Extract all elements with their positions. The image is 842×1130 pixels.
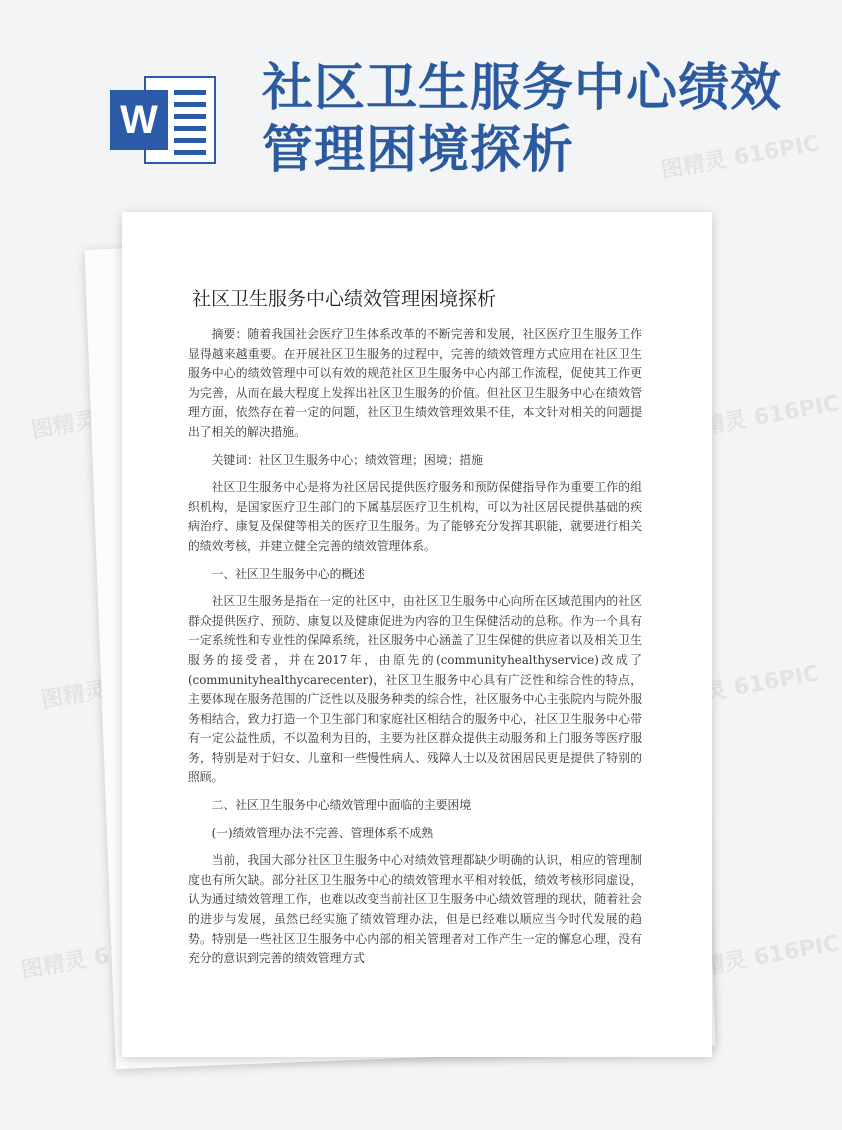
- word-logo-letter: W: [110, 90, 168, 150]
- keywords-paragraph: 关键词：社区卫生服务中心；绩效管理；困境；措施: [211, 452, 483, 467]
- watermark: 图精灵 616PIC: [659, 661, 822, 714]
- current-status-paragraph: 当前，我国大部分社区卫生服务中心对绩效管理都缺少明确的认识，相应的管理制度也有所欠缺。部分社区卫生服务中心的绩效管理水平相对较低，绩效考核形同虚设，认为通过绩效管理工作，也难以改变当前社区卫生服务中心绩效管理的现状，随着社会的进步与发展，虽然已经实施了绩效管理办法，但是已经难以顺应当今时代发展的趋势。特别是一些社区卫生服务中心内部的相关管理者对工作产生一定的懈怠心理，没有充分的意识到完善的绩效管理方式: [188, 853, 642, 966]
- abstract-paragraph: 摘要：随着我国社会医疗卫生体系改革的不断完善和发展，社区医疗卫生服务工作显得越来越重要。在开展社区卫生服务的过程中，完善的绩效管理方式应用在社区卫生服务中心的绩效管理中可以有效的规范社区卫生服务中心内部工作流程，促使其工作更为完善，从而在最大程度上发挥出社区卫生服务的价值。但社区卫生服务中心在绩效管理方面，依然存在着一定的问题，社区卫生绩效管理效果不佳，本文针对相关的问题提出了相关的解决措施。: [188, 327, 642, 439]
- watermark: 图精灵 616PIC: [679, 931, 842, 984]
- word-document-icon: [110, 72, 218, 168]
- overview-paragraph: 社区卫生服务是指在一定的社区中，由社区卫生服务中心向所在区域范围内的社区群众提供医疗、预防、康复以及健康促进为内容的卫生保健活动的总称。作为一个具有一定系统性和专业性的保障系统，社区服务中心涵盖了卫生保健的供应者以及相关卫生服务的接受者，并在2017年，由原先的(communityhealthyservice)改成了(communityhealthycarecenter)，社区卫生服务中心具有广泛性和综合性的特点，主要体现在服务范围的广泛性以及服务种类的综合性，社区服务中心主张院内与院外服务相结合，致力打造一个卫生部门和家庭社区相结合的服务中心，社区卫生服务中心带有一定公益性质，不以盈利为目的，主要为社区群众提供主动服务和上门服务等医疗服务，特别是对于妇女、儿童和一些慢性病人、残障人士以及贫困居民更是提供了特别的照顾。: [188, 594, 642, 785]
- watermark: 图精灵 616PIC: [679, 391, 842, 444]
- watermark: 图精灵 616PIC: [659, 131, 822, 184]
- section-heading-2: 二、社区卫生服务中心绩效管理中面临的主要困境: [211, 798, 472, 813]
- watermark: 图精灵: [29, 407, 99, 444]
- banner-title-line2: 管理困境探析: [262, 121, 575, 180]
- document-title: 社区卫生服务中心绩效管理困境探析: [192, 288, 497, 310]
- intro-paragraph: 社区卫生服务中心是将为社区居民提供医疗服务和预防保健指导作为重要工作的组织机构，是国家医疗卫生部门的下属基层医疗卫生机构，可以为社区居民提供基础的疾病治疗、康复及保健等相关的医疗卫生服务。为了能够充分发挥其职能，就要进行相关的绩效考核，并建立健全完善的绩效管理体系。: [188, 480, 642, 553]
- watermark: 图精灵 616PIC: [19, 931, 182, 984]
- document-page: [122, 212, 712, 1057]
- banner: [0, 0, 800, 200]
- banner-title-line1: 社区卫生服务中心绩效: [262, 59, 783, 118]
- subsection-heading-1: (一)绩效管理办法不完善、管理体系不成熟: [211, 825, 434, 840]
- banner-title: [262, 58, 782, 182]
- watermark: 图精灵: [39, 677, 109, 714]
- section-heading-1: 一、社区卫生服务中心的概述: [211, 566, 365, 581]
- document-body: [188, 325, 642, 977]
